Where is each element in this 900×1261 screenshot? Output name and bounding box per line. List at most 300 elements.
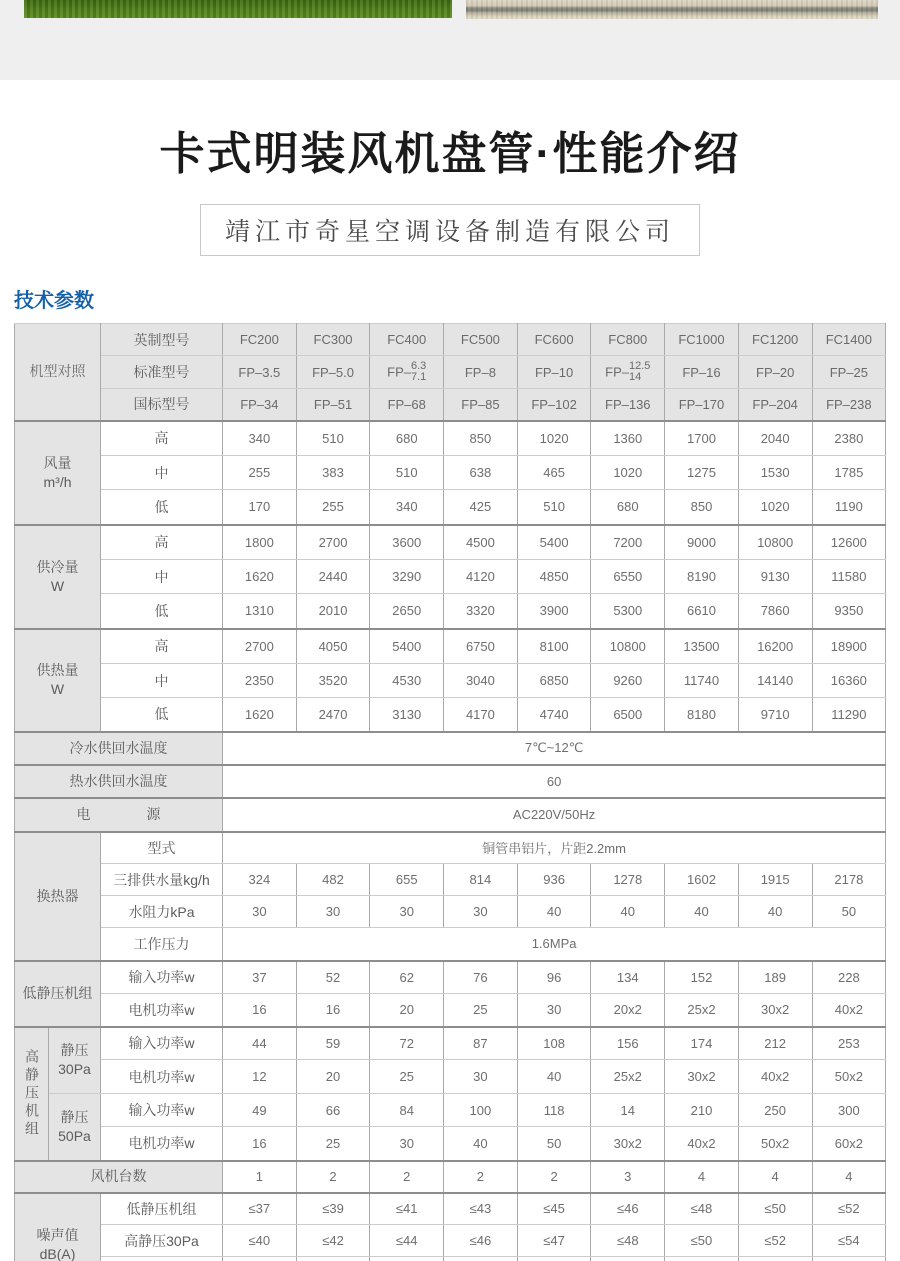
table-cell: 40	[591, 896, 665, 928]
table-cell: 2440	[296, 560, 370, 594]
table-cell: 156	[591, 1027, 665, 1060]
table-cell: 3290	[370, 560, 444, 594]
table-cell: FC1400	[812, 324, 886, 356]
table-cell: 2	[444, 1161, 518, 1193]
table-cell: 4530	[370, 664, 444, 698]
row-label: 高	[101, 629, 223, 664]
row-label	[101, 1257, 223, 1261]
cell-text: FP–	[387, 364, 411, 380]
row-label: 工作压力	[101, 928, 223, 961]
table-cell: 210	[665, 1094, 739, 1127]
table-cell: 2040	[738, 421, 812, 456]
table-cell: 11740	[665, 664, 739, 698]
table-cell: 174	[665, 1027, 739, 1060]
table-row	[15, 324, 886, 356]
row-label: 三排供水量kg/h	[101, 864, 223, 896]
table-cell: 1020	[591, 456, 665, 490]
table-row	[15, 1127, 886, 1161]
table-row	[15, 832, 886, 864]
table-cell	[223, 1257, 297, 1261]
table-cell: 14140	[738, 664, 812, 698]
table-cell: 3320	[444, 594, 518, 629]
table-cell: 4850	[517, 560, 591, 594]
table-cell: 638	[444, 456, 518, 490]
table-row	[15, 490, 886, 525]
table-cell: 212	[738, 1027, 812, 1060]
table-cell: 340	[370, 490, 444, 525]
table-cell: 76	[444, 961, 518, 994]
table-cell: ≤46	[444, 1225, 518, 1257]
table-cell: 152	[665, 961, 739, 994]
table-cell	[296, 1257, 370, 1261]
row-label: 输入功率w	[101, 1027, 223, 1060]
table-cell: 10800	[591, 629, 665, 664]
table-row	[15, 560, 886, 594]
table-cell: 324	[223, 864, 297, 896]
table-cell: FC600	[517, 324, 591, 356]
table-cell: 9000	[665, 525, 739, 560]
table-cell: FP–136	[591, 389, 665, 421]
table-cell: 12600	[812, 525, 886, 560]
table-row	[15, 698, 886, 732]
table-cell: FC500	[444, 324, 518, 356]
table-cell: 3900	[517, 594, 591, 629]
table-cell: 2178	[812, 864, 886, 896]
table-cell: ≤39	[296, 1193, 370, 1225]
table-cell: 228	[812, 961, 886, 994]
table-cell: 4740	[517, 698, 591, 732]
table-cell: 1278	[591, 864, 665, 896]
row-group-label-model: 机型对照	[15, 324, 101, 421]
row-label: 低	[101, 490, 223, 525]
table-cell: 1915	[738, 864, 812, 896]
table-cell: 936	[517, 864, 591, 896]
table-cell: 62	[370, 961, 444, 994]
table-cell: 1020	[517, 421, 591, 456]
technical-parameters-table	[14, 323, 886, 1261]
table-cell: 2	[296, 1161, 370, 1193]
table-cell: 108	[517, 1027, 591, 1060]
table-cell: 680	[370, 421, 444, 456]
table-cell: 40	[665, 896, 739, 928]
row-label: 电机功率w	[101, 1127, 223, 1161]
table-row-cutoff	[15, 1257, 886, 1261]
table-cell: ≤46	[591, 1193, 665, 1225]
table-cell: 100	[444, 1094, 518, 1127]
table-cell: 4500	[444, 525, 518, 560]
table-cell: FC1000	[665, 324, 739, 356]
table-cell: 383	[296, 456, 370, 490]
table-cell: ≤43	[444, 1193, 518, 1225]
table-cell: 4	[665, 1161, 739, 1193]
group-label-unit: m³/h	[43, 473, 72, 490]
table-cell: ≤44	[370, 1225, 444, 1257]
table-cell: 16200	[738, 629, 812, 664]
table-cell: ≤50	[738, 1193, 812, 1225]
table-cell: 14	[591, 1094, 665, 1127]
table-cell: 40	[517, 896, 591, 928]
table-cell: 96	[517, 961, 591, 994]
table-cell: FP–238	[812, 389, 886, 421]
cell-text: 14	[628, 371, 642, 383]
table-cell: 52	[296, 961, 370, 994]
table-cell: 9710	[738, 698, 812, 732]
table-row	[15, 1027, 886, 1060]
table-row	[15, 456, 886, 490]
table-cell: 10800	[738, 525, 812, 560]
table-cell: 255	[296, 490, 370, 525]
table-cell: ≤41	[370, 1193, 444, 1225]
table-cell: 510	[517, 490, 591, 525]
table-cell: 1700	[665, 421, 739, 456]
stone-walkway-photo	[466, 0, 878, 19]
table-cell: FC300	[296, 324, 370, 356]
row-label: 输入功率w	[101, 961, 223, 994]
row-label: 高静压30Pa	[101, 1225, 223, 1257]
table-cell: FP–51	[296, 389, 370, 421]
table-cell: ≤54	[812, 1225, 886, 1257]
group-label-text: 风量	[43, 454, 72, 471]
table-cell: 3130	[370, 698, 444, 732]
subgroup-label-pa: 50Pa	[58, 1127, 91, 1144]
table-cell: 4	[738, 1161, 812, 1193]
table-cell: FP–3.5	[223, 356, 297, 389]
table-cell: 2700	[296, 525, 370, 560]
table-cell: 11290	[812, 698, 886, 732]
row-label: 电机功率w	[101, 1060, 223, 1094]
table-cell: 3520	[296, 664, 370, 698]
group-label-text: 供冷量	[36, 558, 79, 575]
table-cell: 814	[444, 864, 518, 896]
table-cell: 49	[223, 1094, 297, 1127]
group-label-text: 噪声值	[36, 1226, 79, 1243]
group-label-unit: dB(A)	[39, 1245, 76, 1261]
table-cell: 60	[223, 765, 886, 798]
table-cell: 25	[444, 994, 518, 1027]
table-row	[15, 765, 886, 798]
table-cell: 2380	[812, 421, 886, 456]
subgroup-label-pa: 30Pa	[58, 1061, 91, 1078]
table-cell: FP–16	[665, 356, 739, 389]
table-cell: 170	[223, 490, 297, 525]
spec-table	[14, 323, 886, 1261]
table-cell: 8100	[517, 629, 591, 664]
table-row	[15, 961, 886, 994]
table-cell: 1360	[591, 421, 665, 456]
table-cell: 50	[812, 896, 886, 928]
table-cell: 1020	[738, 490, 812, 525]
cell-text: 7.1	[410, 371, 427, 383]
row-label: 水阻力kPa	[101, 896, 223, 928]
table-cell: 铜管串铝片，片距2.2mm	[223, 832, 886, 864]
table-cell	[370, 356, 444, 389]
table-cell: ≤47	[517, 1225, 591, 1257]
table-cell: 11580	[812, 560, 886, 594]
table-cell: 850	[444, 421, 518, 456]
row-subgroup-label-sp50	[49, 1094, 101, 1161]
table-cell: 20x2	[591, 994, 665, 1027]
table-row	[15, 798, 886, 832]
row-label: 高	[101, 421, 223, 456]
table-cell: 4120	[444, 560, 518, 594]
table-cell: 40x2	[738, 1060, 812, 1094]
row-label: 中	[101, 664, 223, 698]
table-cell: 3040	[444, 664, 518, 698]
group-label-unit: W	[50, 681, 65, 697]
table-cell: 30x2	[665, 1060, 739, 1094]
table-cell: 13500	[665, 629, 739, 664]
table-cell	[591, 1257, 665, 1261]
table-row	[15, 1094, 886, 1127]
table-cell: 482	[296, 864, 370, 896]
table-row	[15, 864, 886, 896]
table-cell: 1530	[738, 456, 812, 490]
table-row	[15, 629, 886, 664]
subgroup-label-text: 静压	[60, 1042, 89, 1059]
table-cell: 60x2	[812, 1127, 886, 1161]
table-cell: 9260	[591, 664, 665, 698]
table-cell: 850	[665, 490, 739, 525]
table-cell: FC400	[370, 324, 444, 356]
table-cell: 250	[738, 1094, 812, 1127]
table-cell: FC1200	[738, 324, 812, 356]
table-cell: 1	[223, 1161, 297, 1193]
table-cell: FP–34	[223, 389, 297, 421]
row-group-label-low-static: 低静压机组	[15, 961, 101, 1027]
table-cell: 16	[296, 994, 370, 1027]
table-cell: 7℃~12℃	[223, 732, 886, 765]
table-cell: ≤50	[665, 1225, 739, 1257]
table-cell: FC200	[223, 324, 297, 356]
row-label: 国标型号	[101, 389, 223, 421]
table-cell: 3600	[370, 525, 444, 560]
table-cell: 5300	[591, 594, 665, 629]
group-label-text: 高静压机组	[23, 1048, 40, 1139]
table-cell: 30	[444, 896, 518, 928]
table-row	[15, 732, 886, 765]
table-cell: 30	[296, 896, 370, 928]
table-cell: 1620	[223, 698, 297, 732]
table-cell: FP–85	[444, 389, 518, 421]
row-label: 中	[101, 456, 223, 490]
table-cell: 7860	[738, 594, 812, 629]
table-cell: 2	[517, 1161, 591, 1193]
table-cell: ≤42	[296, 1225, 370, 1257]
row-label-fan-count: 风机台数	[15, 1161, 223, 1193]
table-cell: 6850	[517, 664, 591, 698]
table-cell: 30x2	[591, 1127, 665, 1161]
table-cell: 20	[296, 1060, 370, 1094]
table-cell: 4170	[444, 698, 518, 732]
row-label: 型式	[101, 832, 223, 864]
table-cell: FP–102	[517, 389, 591, 421]
table-cell	[738, 1257, 812, 1261]
table-cell: 5400	[370, 629, 444, 664]
page-title: 卡式明装风机盘管·性能介绍	[159, 128, 741, 179]
table-cell: 4050	[296, 629, 370, 664]
table-cell: ≤52	[738, 1225, 812, 1257]
table-cell: 18900	[812, 629, 886, 664]
table-row	[15, 389, 886, 421]
table-cell: 30	[517, 994, 591, 1027]
table-cell	[665, 1257, 739, 1261]
table-cell: 1190	[812, 490, 886, 525]
table-cell: FP–5.0	[296, 356, 370, 389]
table-row	[15, 994, 886, 1027]
table-cell: FP–10	[517, 356, 591, 389]
table-cell: 1602	[665, 864, 739, 896]
table-cell: AC220V/50Hz	[223, 798, 886, 832]
table-row	[15, 928, 886, 961]
table-row	[15, 1225, 886, 1257]
table-cell: 12	[223, 1060, 297, 1094]
table-cell: 50	[517, 1127, 591, 1161]
table-cell: 425	[444, 490, 518, 525]
table-cell: ≤45	[517, 1193, 591, 1225]
table-row	[15, 356, 886, 389]
table-cell: 4	[812, 1161, 886, 1193]
cell-text: FP–	[605, 364, 629, 380]
table-cell: 1620	[223, 560, 297, 594]
table-cell: 50x2	[738, 1127, 812, 1161]
top-banner	[0, 0, 900, 80]
row-label: 英制型号	[101, 324, 223, 356]
table-cell: 2	[370, 1161, 444, 1193]
table-row	[15, 896, 886, 928]
table-cell: 40	[517, 1060, 591, 1094]
row-label-chilled-water: 冷水供回水温度	[15, 732, 223, 765]
subgroup-label-text: 静压	[60, 1108, 89, 1125]
table-cell: 72	[370, 1027, 444, 1060]
table-cell: 7200	[591, 525, 665, 560]
table-cell: 16	[223, 1127, 297, 1161]
table-cell: FC800	[591, 324, 665, 356]
row-label: 电机功率w	[101, 994, 223, 1027]
table-cell: 59	[296, 1027, 370, 1060]
table-cell: 87	[444, 1027, 518, 1060]
table-cell: ≤48	[665, 1193, 739, 1225]
table-row	[15, 664, 886, 698]
table-cell: FP–20	[738, 356, 812, 389]
table-cell: 8190	[665, 560, 739, 594]
table-cell: FP–8	[444, 356, 518, 389]
table-row	[15, 525, 886, 560]
row-label: 低	[101, 698, 223, 732]
table-cell: 30	[370, 1127, 444, 1161]
table-cell: 255	[223, 456, 297, 490]
company-name: 靖江市奇星空调设备制造有限公司	[200, 204, 700, 256]
table-cell	[370, 1257, 444, 1261]
table-cell: ≤40	[223, 1225, 297, 1257]
table-cell: 40x2	[812, 994, 886, 1027]
cell-text: 6.3	[410, 360, 427, 372]
table-cell: 2470	[296, 698, 370, 732]
row-group-label-high-static	[15, 1027, 49, 1161]
table-cell: 655	[370, 864, 444, 896]
row-group-label-exchanger: 换热器	[15, 832, 101, 961]
table-cell: 189	[738, 961, 812, 994]
row-subgroup-label-sp30	[49, 1027, 101, 1094]
grass-lawn-photo	[24, 0, 452, 18]
table-cell: ≤48	[591, 1225, 665, 1257]
table-cell: 30	[223, 896, 297, 928]
table-cell: 300	[812, 1094, 886, 1127]
table-cell: ≤52	[812, 1193, 886, 1225]
table-cell: 25	[296, 1127, 370, 1161]
table-cell: 40x2	[665, 1127, 739, 1161]
table-cell: 2650	[370, 594, 444, 629]
table-cell: FP–68	[370, 389, 444, 421]
table-row	[15, 594, 886, 629]
table-cell: 66	[296, 1094, 370, 1127]
row-label: 标准型号	[101, 356, 223, 389]
table-cell	[517, 1257, 591, 1261]
table-cell: 6610	[665, 594, 739, 629]
section-heading: 技术参数	[14, 290, 94, 312]
table-cell: 9130	[738, 560, 812, 594]
table-cell: 40	[738, 896, 812, 928]
table-cell: 25x2	[591, 1060, 665, 1094]
row-label: 高	[101, 525, 223, 560]
row-label-hot-water: 热水供回水温度	[15, 765, 223, 798]
table-cell: 680	[591, 490, 665, 525]
table-cell: 1310	[223, 594, 297, 629]
table-row	[15, 1161, 886, 1193]
table-cell: 6500	[591, 698, 665, 732]
row-label: 输入功率w	[101, 1094, 223, 1127]
table-cell: 16	[223, 994, 297, 1027]
table-cell	[591, 356, 665, 389]
table-cell: 1.6MPa	[223, 928, 886, 961]
table-cell: 134	[591, 961, 665, 994]
cell-text: 12.5	[628, 360, 651, 372]
table-cell	[444, 1257, 518, 1261]
table-cell: 25x2	[665, 994, 739, 1027]
row-group-label-noise	[15, 1193, 101, 1261]
row-label: 低静压机组	[101, 1193, 223, 1225]
row-group-label-heating	[15, 629, 101, 732]
table-cell: 84	[370, 1094, 444, 1127]
table-cell: 465	[517, 456, 591, 490]
table-cell: 6750	[444, 629, 518, 664]
table-cell: 30	[370, 896, 444, 928]
table-cell: 1785	[812, 456, 886, 490]
table-cell: 2350	[223, 664, 297, 698]
table-cell: 1275	[665, 456, 739, 490]
table-cell: FP–25	[812, 356, 886, 389]
row-label: 中	[101, 560, 223, 594]
group-label-unit: W	[50, 577, 65, 594]
table-cell	[812, 1257, 886, 1261]
table-cell: 40	[444, 1127, 518, 1161]
table-cell: 20	[370, 994, 444, 1027]
table-row	[15, 421, 886, 456]
table-cell: 340	[223, 421, 297, 456]
table-cell: 510	[296, 421, 370, 456]
table-cell: 37	[223, 961, 297, 994]
table-cell: 1800	[223, 525, 297, 560]
table-cell: ≤37	[223, 1193, 297, 1225]
table-cell: 25	[370, 1060, 444, 1094]
row-group-label-cooling	[15, 525, 101, 629]
table-row	[15, 1193, 886, 1225]
row-group-label-airflow	[15, 421, 101, 525]
table-cell: FP–204	[738, 389, 812, 421]
row-label-power-supply: 电 源	[15, 798, 223, 832]
row-label: 低	[101, 594, 223, 629]
table-cell: 30x2	[738, 994, 812, 1027]
table-cell: 50x2	[812, 1060, 886, 1094]
